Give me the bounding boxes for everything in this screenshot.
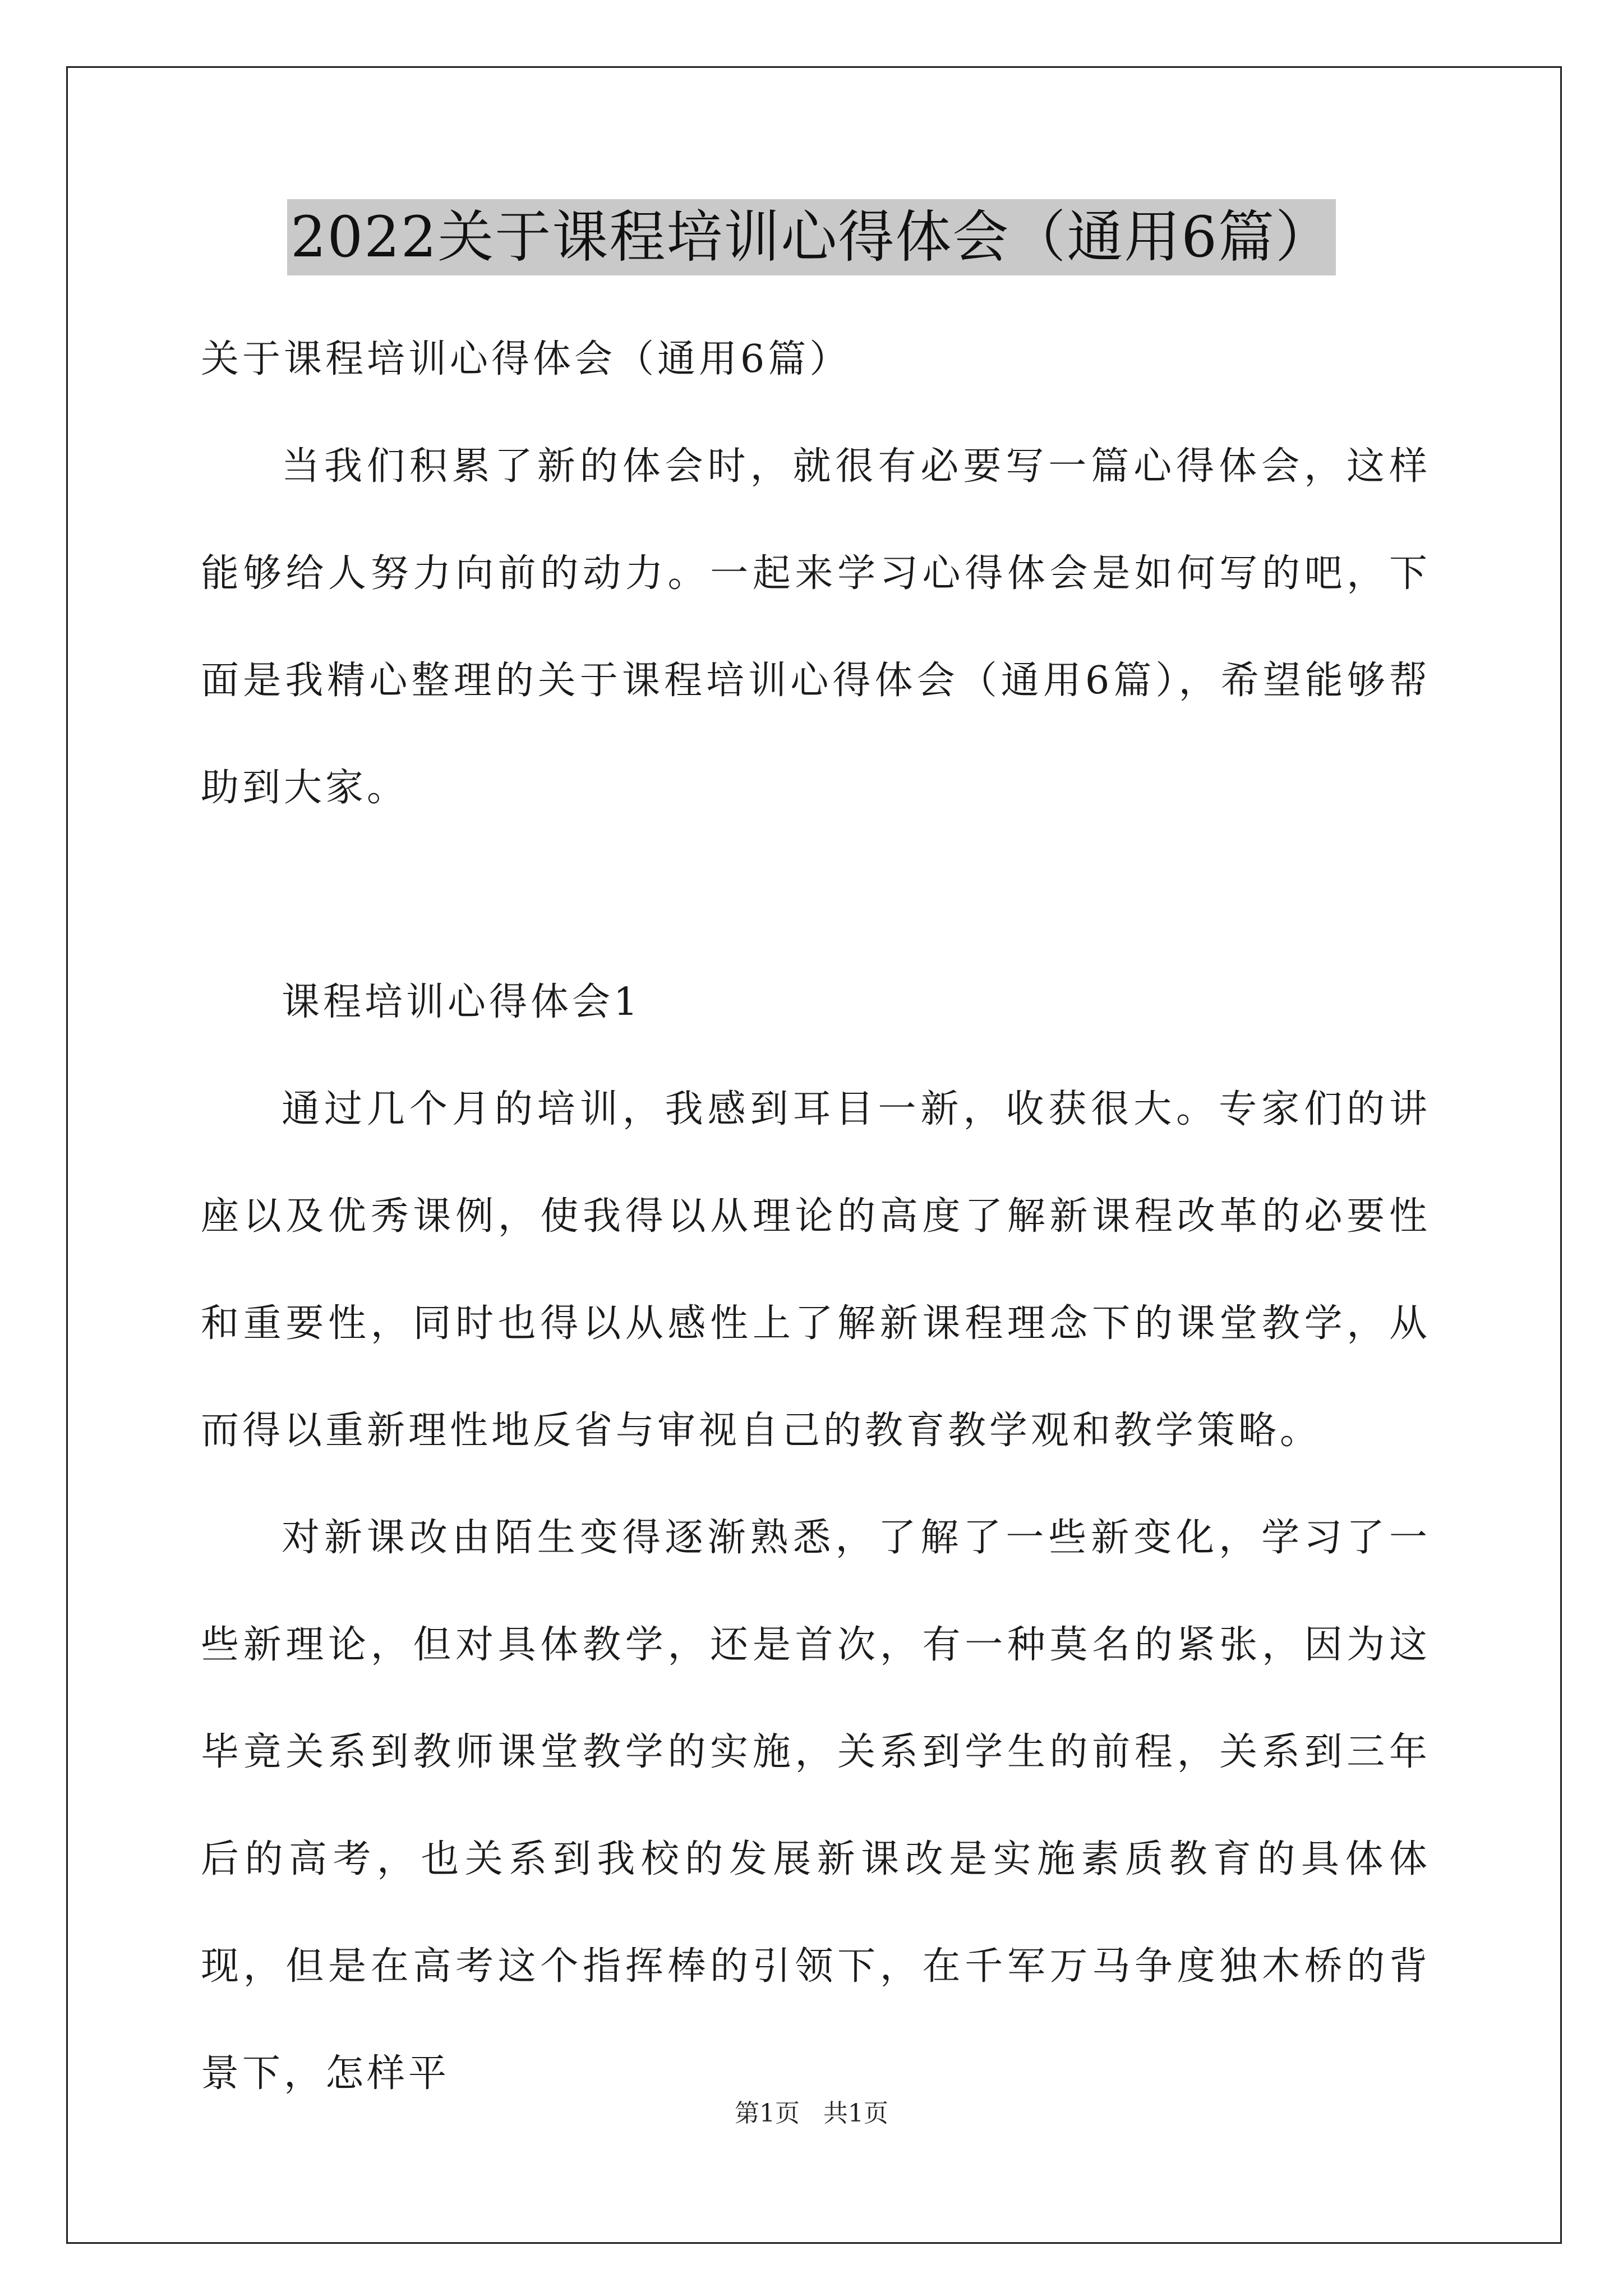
section-heading: 课程培训心得体会1 (282, 980, 642, 1024)
page-number: 第1页 (735, 2099, 800, 2128)
body-paragraph-1: 通过几个月的培训，我感到耳目一新，收获很大。专家们的讲座以及优秀课例，使我得以从理论的高度了解新课程改革的必要性和重要性，同时也得以从感性上了解新课程理念下的课堂教学，从而得以重新理性地反省与审视自己的教育教学观和教学策略。 (201, 1087, 1431, 1453)
document-title: 2022关于课程培训心得体会（通用6篇） (287, 199, 1336, 275)
document-body (201, 306, 1431, 2127)
title-wrap (0, 199, 1623, 275)
intro-paragraph: 当我们积累了新的体会时，就很有必要写一篇心得体会，这样能够给人努力向前的动力。一起来学习心得体会是如何写的吧，下面是我精心整理的关于课程培训心得体会（通用6篇），希望能够帮助到大家。 (201, 444, 1431, 810)
body-paragraph-2: 对新课改由陌生变得逐渐熟悉，了解了一些新变化，学习了一些新理论，但对具体教学，还是首次，有一种莫名的紧张，因为这毕竟关系到教师课堂教学的实施，关系到学生的前程，关系到三年后的高考，也关系到我校的发展新课改是实施素质教育的具体体现，但是在高考这个指挥棒的引领下，在千军万马争度独木桥的背景下，怎样平 (201, 1516, 1431, 2096)
document-subtitle: 关于课程培训心得体会（通用6篇） (201, 337, 851, 381)
page-footer (0, 2097, 1623, 2131)
section-spacer (201, 841, 1431, 949)
page-total: 共1页 (823, 2099, 888, 2128)
